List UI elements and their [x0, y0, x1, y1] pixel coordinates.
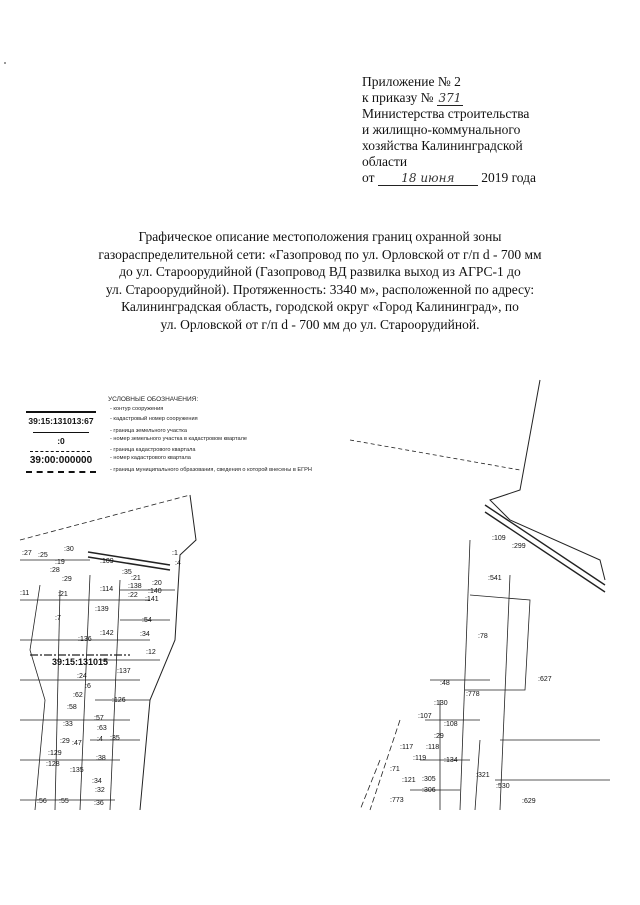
parcel-label: :108: [444, 721, 458, 728]
parcel-label: :27: [22, 550, 32, 557]
parcel-label: :119: [413, 755, 427, 762]
parcel-label: :30: [64, 546, 74, 553]
date-suffix: 2019 года: [481, 170, 537, 185]
appendix-line: Министерства строительства: [362, 106, 530, 121]
title-line: ул. Староорудийной). Протяженность: 3340 м», расположенной по адресу:: [105, 281, 535, 297]
parcel-label: :12: [146, 649, 156, 656]
date-value: 18 июня: [378, 171, 478, 186]
parcel-label: :135: [70, 767, 84, 774]
parcel-label: :321: [476, 772, 490, 779]
legend-row: [18, 455, 348, 467]
parcel-label: :20: [152, 580, 162, 587]
title-line: газораспределительной сети: «Газопровод по ул. Орловской от г/п d - 700 мм: [98, 246, 542, 262]
parcel-label: :138: [128, 583, 142, 590]
structure-contour-symbol: [26, 411, 96, 413]
parcel-label: :118: [426, 744, 440, 751]
parcel-label: :21: [58, 591, 68, 598]
parcel-label: :121: [402, 777, 416, 784]
parcel-label: :305: [422, 776, 436, 783]
parcel-label: :19: [55, 559, 65, 566]
parcel-label: :128: [46, 761, 60, 768]
title-line: Графическое описание местоположения границ охранной зоны: [138, 229, 502, 244]
appendix-line: и жилищно-коммунального: [362, 122, 521, 137]
parcel-label: :139: [95, 606, 109, 613]
legend-row: [18, 467, 348, 479]
parcel-label: :299: [512, 543, 526, 550]
legend-symbol: :0: [57, 436, 65, 446]
parcel-label: :28: [50, 567, 60, 574]
scan-speck: [4, 62, 6, 64]
document-title: [60, 228, 580, 333]
parcel-label: :142: [100, 630, 114, 637]
parcel-label: :21: [131, 575, 141, 582]
legend-symbol: 39:15:131013:67: [28, 416, 94, 426]
legend-text: - кадастровый номер сооружения: [110, 416, 198, 422]
parcel-label: :32: [95, 787, 105, 794]
parcel-label: :4: [175, 560, 181, 567]
parcel-label: :778: [466, 691, 480, 698]
appendix-line: области: [362, 154, 408, 169]
parcel-label: :38: [96, 755, 106, 762]
right-parcel-labels: [390, 535, 552, 805]
legend-text: - номер кадастрового квартала: [110, 455, 191, 461]
appendix-line: хозяйства Калининградской: [362, 138, 523, 153]
parcel-label: :29: [62, 576, 72, 583]
title-line: Калининградская область, городской округ «Город Калининград», по: [121, 299, 519, 314]
parcel-label: :134: [444, 757, 458, 764]
parcel-label: :71: [390, 766, 400, 773]
municipal-boundary-symbol: [26, 471, 96, 473]
appendix-line: Приложение № 2: [362, 74, 461, 89]
parcel-label: :773: [390, 797, 404, 804]
parcel-label: :48: [440, 680, 450, 687]
parcel-label: :63: [97, 725, 107, 732]
legend-text: - граница муниципального образования, сведения о которой внесены в ЕГРН: [110, 467, 312, 473]
parcel-label: :7: [55, 615, 61, 622]
parcel-label: :306: [422, 787, 436, 794]
parcel-label: :4: [97, 736, 103, 743]
parcel-label: :58: [67, 704, 77, 711]
parcel-label: :109: [100, 558, 114, 565]
parcel-label: :36: [94, 800, 104, 807]
parcel-label: 39:15:131015: [52, 657, 109, 667]
legend-text: - граница земельного участка: [110, 428, 187, 434]
appendix-block: [362, 74, 612, 186]
parcel-label: :126: [112, 697, 126, 704]
parcel-label: :109: [492, 535, 506, 542]
parcel-label: :57: [94, 715, 104, 722]
parcel-label: :6: [85, 683, 91, 690]
order-prefix: к приказу №: [362, 90, 434, 105]
parcel-label: :141: [145, 596, 159, 603]
order-number: 371: [438, 91, 462, 105]
parcel-label: :629: [522, 798, 536, 805]
quarter-boundary-symbol: [30, 451, 90, 452]
parcel-label: :34: [140, 631, 150, 638]
parcel-label: :530: [496, 783, 510, 790]
legend-symbol: 39:00:000000: [29, 455, 93, 466]
parcel-label: :25: [38, 552, 48, 559]
parcel-label: :56: [37, 798, 47, 805]
parcel-label: :54: [142, 617, 152, 624]
date-prefix: от: [362, 170, 375, 185]
parcel-label: :22: [128, 592, 138, 599]
appendix-order-line: [362, 90, 612, 106]
legend-text: - граница кадастрового квартала: [110, 447, 196, 453]
parcel-label: :137: [117, 668, 131, 675]
parcel-label: :129: [48, 750, 62, 757]
parcel-label: :34: [92, 778, 102, 785]
title-line: ул. Орловской от г/п d - 700 мм до ул. Староорудийной.: [160, 316, 480, 332]
parcel-label: :541: [488, 575, 502, 582]
legend-text: - контур сооружения: [110, 406, 164, 412]
parcel-label: :35: [110, 735, 120, 742]
parcel-label: :78: [478, 633, 488, 640]
parcel-label: :107: [418, 713, 432, 720]
legend-heading: УСЛОВНЫЕ ОБОЗНАЧЕНИЯ:: [108, 396, 199, 403]
legend-row: [18, 416, 348, 428]
legend-text: - номер земельного участка в кадастровом квартале: [110, 436, 248, 442]
parcel-label: :29: [60, 738, 70, 745]
parcel-label: :24: [77, 673, 87, 680]
parcel-label: :33: [63, 721, 73, 728]
parcel-label: :62: [73, 692, 83, 699]
left-parcel-labels: [20, 546, 181, 807]
parcel-label: :117: [400, 744, 414, 751]
parcel-label: :29: [434, 733, 444, 740]
appendix-date-line: [362, 170, 612, 186]
parcel-boundary-symbol: [33, 432, 89, 433]
parcel-label: :627: [538, 676, 552, 683]
title-line: до ул. Староорудийной (Газопровод ВД развилка выход из АГРС-1 до: [119, 264, 521, 279]
parcel-label: :114: [100, 586, 114, 593]
parcel-label: :47: [72, 740, 82, 747]
parcel-label: :35: [122, 569, 132, 576]
parcel-label: :136: [78, 636, 92, 643]
parcel-label: :1: [172, 550, 178, 557]
parcel-label: :55: [59, 798, 69, 805]
parcel-label: :11: [20, 590, 30, 597]
parcel-label: :140: [148, 588, 162, 595]
parcel-label: :130: [434, 700, 448, 707]
